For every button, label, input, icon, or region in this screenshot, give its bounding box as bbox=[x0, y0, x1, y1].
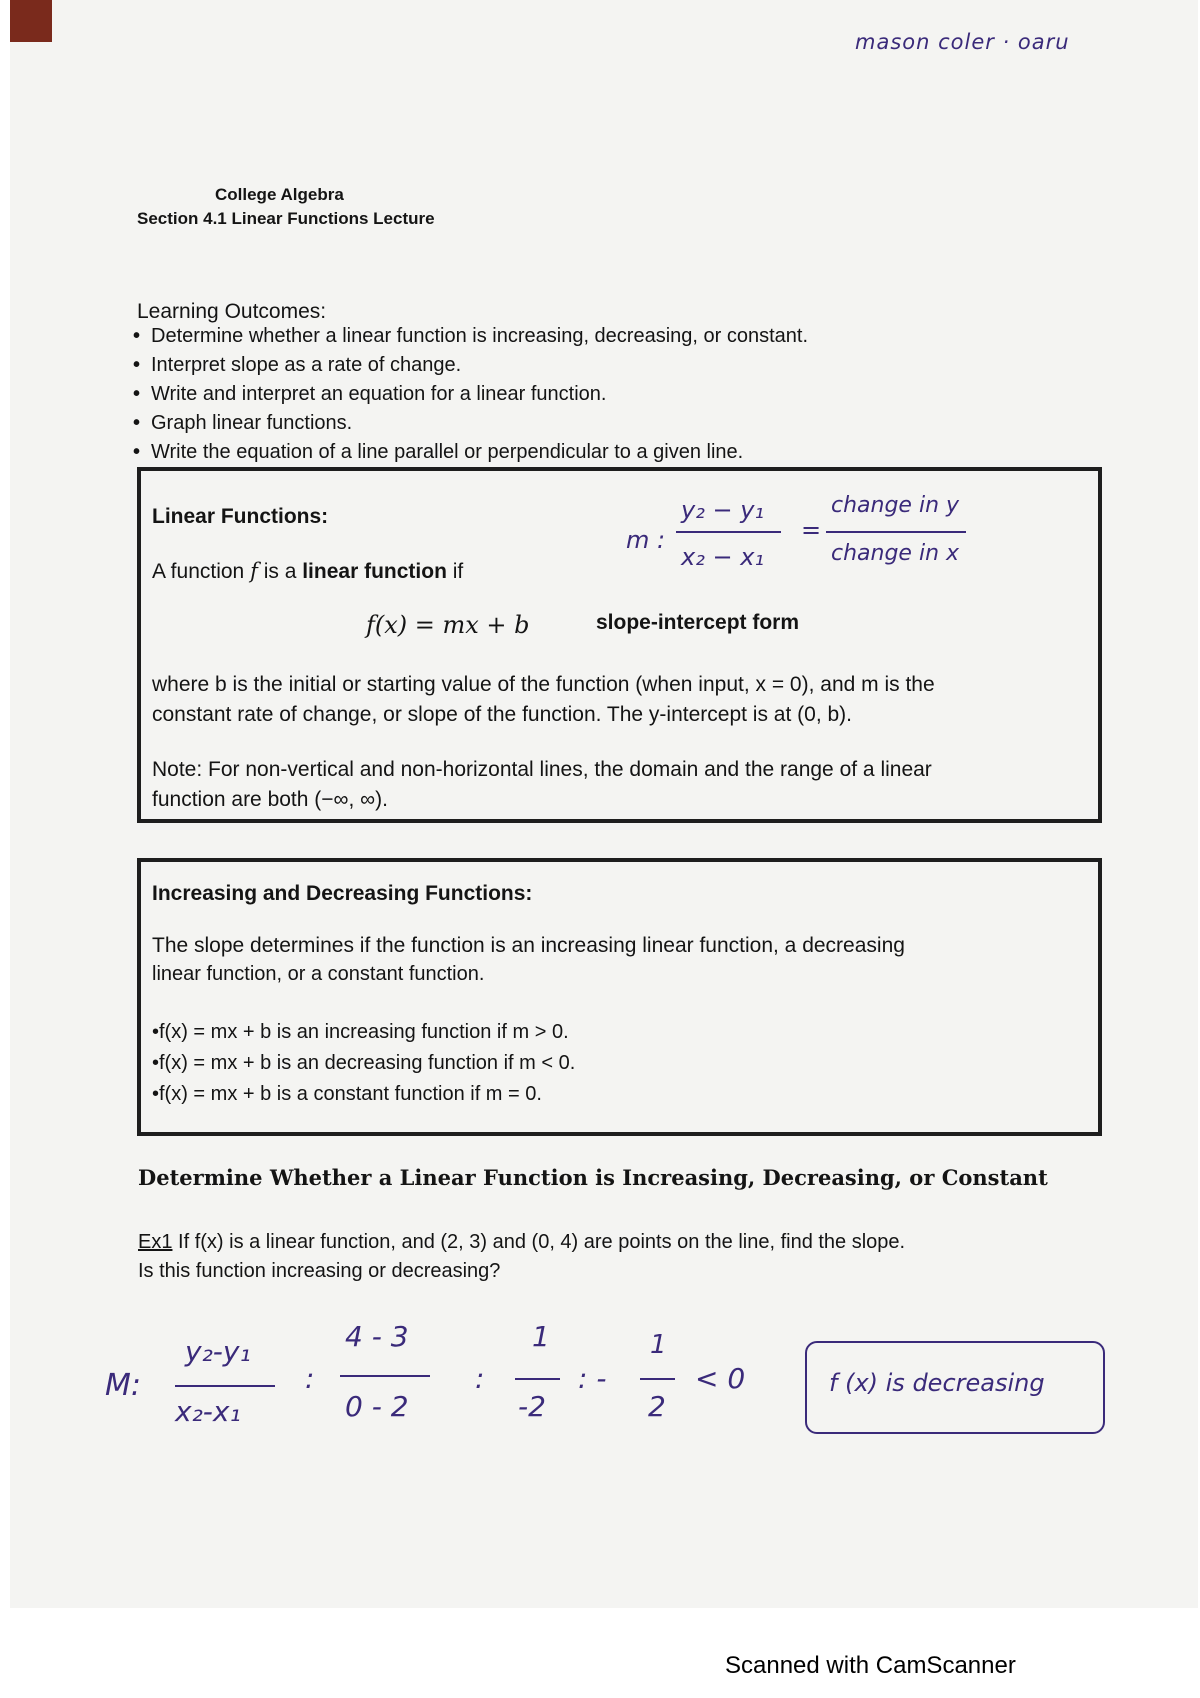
hand-change-x: change in x bbox=[831, 541, 960, 566]
answer-box bbox=[805, 1341, 1105, 1434]
hand-m: m : bbox=[626, 526, 666, 554]
linear-definition: A function f is a linear function if bbox=[152, 559, 464, 583]
work-den-1: x₂-x₁ bbox=[175, 1395, 241, 1428]
work-m: M: bbox=[105, 1368, 141, 1403]
incdec-text-2: linear function, or a constant function. bbox=[152, 963, 485, 985]
linear-title: Linear Functions: bbox=[152, 505, 329, 528]
scanner-footer: Scanned with CamScanner bbox=[725, 1652, 1016, 1679]
section-title: Section 4.1 Linear Functions Lecture bbox=[137, 209, 435, 228]
slope-intercept-formula: f(x) = mx + b bbox=[366, 611, 530, 639]
work-less-than-zero: < 0 bbox=[695, 1362, 746, 1395]
work-eq-2: : bbox=[475, 1362, 485, 1395]
work-den-4: 2 bbox=[648, 1390, 666, 1423]
outcome-item: • Graph linear functions. bbox=[133, 409, 808, 438]
example-line-2: Is this function increasing or decreasing? bbox=[138, 1260, 501, 1282]
hand-fraction-bar bbox=[676, 531, 781, 533]
hand-equals: = bbox=[801, 516, 822, 544]
note-line-2: function are both (−∞, ∞). bbox=[152, 788, 388, 811]
outcomes-list bbox=[133, 322, 808, 467]
example-label: Ex1 bbox=[138, 1231, 173, 1253]
incdec-text-1: The slope determines if the function is an increasing linear function, a decreasing bbox=[152, 934, 905, 957]
incdec-bullet: •f(x) = mx + b is a constant function if m = 0. bbox=[152, 1083, 542, 1105]
handwritten-name: mason coler · oaru bbox=[855, 30, 1070, 54]
work-num-3: 1 bbox=[532, 1320, 550, 1353]
work-bar-4 bbox=[640, 1378, 675, 1380]
work-bar-3 bbox=[515, 1378, 560, 1380]
outcomes-title: Learning Outcomes: bbox=[137, 300, 327, 323]
work-den-2: 0 - 2 bbox=[345, 1390, 409, 1423]
incdec-title: Increasing and Decreasing Functions: bbox=[152, 882, 533, 905]
work-bar-1 bbox=[175, 1385, 275, 1387]
slope-intercept-label: slope-intercept form bbox=[596, 611, 800, 634]
where-line-1: where b is the initial or starting value of the function (when input, x = 0), and m is the bbox=[152, 673, 935, 696]
work-num-4: 1 bbox=[650, 1330, 667, 1360]
incdec-bullet: •f(x) = mx + b is an increasing function if m > 0. bbox=[152, 1021, 569, 1043]
linear-functions-box bbox=[137, 467, 1102, 823]
course-title: College Algebra bbox=[215, 185, 344, 204]
outcome-item: • Write and interpret an equation for a linear function. bbox=[133, 380, 808, 409]
scan-corner-mark bbox=[10, 0, 52, 42]
example-heading: Determine Whether a Linear Function is Increasing, Decreasing, or Constant bbox=[138, 1165, 1048, 1190]
outcome-item: • Write the equation of a line parallel or perpendicular to a given line. bbox=[133, 438, 808, 467]
where-line-2: constant rate of change, or slope of the function. The y-intercept is at (0, b). bbox=[152, 703, 853, 726]
example-text bbox=[138, 1228, 1098, 1286]
work-num-1: y₂-y₁ bbox=[185, 1335, 251, 1368]
outcome-item: • Interpret slope as a rate of change. bbox=[133, 351, 808, 380]
note-line-1: Note: For non-vertical and non-horizontal lines, the domain and the range of a linear bbox=[152, 758, 932, 781]
hand-fraction-bar-2 bbox=[826, 531, 966, 533]
hand-slope-numerator: y₂ − y₁ bbox=[681, 496, 765, 524]
work-answer: f (x) is decreasing bbox=[829, 1369, 1045, 1397]
work-eq-3: : - bbox=[578, 1362, 607, 1395]
hand-change-y: change in y bbox=[831, 493, 960, 518]
outcome-item: • Determine whether a linear function is increasing, decreasing, or constant. bbox=[133, 322, 808, 351]
hand-slope-denominator: x₂ − x₁ bbox=[681, 543, 765, 571]
scanned-page bbox=[10, 0, 1198, 1608]
example-line-1: Ex1 If f(x) is a linear function, and (2, 3) and (0, 4) are points on the line, find the slope. bbox=[138, 1231, 906, 1253]
work-den-3: -2 bbox=[518, 1390, 546, 1423]
work-num-2: 4 - 3 bbox=[345, 1320, 409, 1353]
work-eq-1: : bbox=[305, 1362, 315, 1395]
work-bar-2 bbox=[340, 1375, 430, 1377]
incdec-bullet: •f(x) = mx + b is an decreasing function if m < 0. bbox=[152, 1052, 576, 1074]
increasing-decreasing-box bbox=[137, 858, 1102, 1136]
